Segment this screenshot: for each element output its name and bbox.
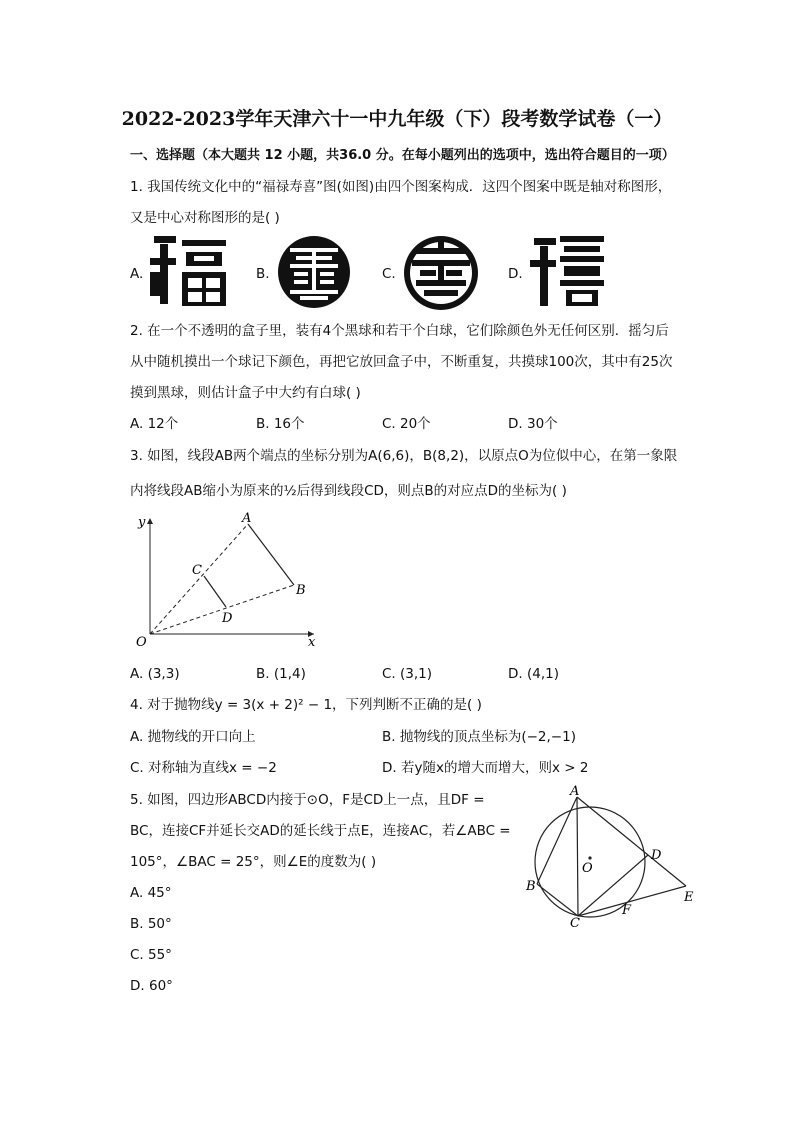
q5-option-a: A. 45° xyxy=(130,885,172,901)
center-point xyxy=(588,856,591,859)
q3-option-d: D. (4,1) xyxy=(508,666,559,682)
q1-option-b-label: B. xyxy=(256,266,270,282)
q2-text-line3: 摸到黑球，则估计盒子中大约有白球( ) xyxy=(130,385,361,401)
q1-text-line1: 1. 我国传统文化中的“福禄寿喜”图(如图)由四个图案构成．这四个图案中既是轴对称图形， xyxy=(130,179,672,195)
x-axis-label: x xyxy=(308,635,316,650)
q5-text-line1: 5. 如图，四边形ABCD内接于⊙O，F是CD上一点，且DF = xyxy=(130,792,485,808)
q2-option-c: C. 20个 xyxy=(382,416,431,432)
exam-title: 2022-2023学年天津六十一中九年级（下）段考数学试卷（一） xyxy=(121,108,673,130)
q5-text-line2: BC，连接CF并延长交AD的延长线于点E，连接AC，若∠ABC = xyxy=(130,823,511,839)
q5-circle-figure xyxy=(520,782,700,928)
segment-ac xyxy=(577,797,578,916)
q2-option-b: B. 16个 xyxy=(256,416,305,432)
q5-point-b-label: B xyxy=(526,879,536,894)
segment-ab xyxy=(537,797,577,884)
q2-option-a: A. 12个 xyxy=(130,416,179,432)
q5-option-c: C. 55° xyxy=(130,947,172,963)
q4-option-a: A. 抛物线的开口向上 xyxy=(130,729,256,745)
q5-center-label: O xyxy=(582,861,593,876)
q1-option-a-label: A. xyxy=(130,266,144,282)
xi-pattern-icon xyxy=(530,234,606,310)
y-axis-arrow-icon xyxy=(147,518,153,524)
segment-ce xyxy=(578,886,686,916)
segment-ab xyxy=(248,524,294,585)
point-d-label: D xyxy=(222,611,233,626)
q1-option-c-label: C. xyxy=(382,266,396,282)
q5-point-a-label: A xyxy=(570,784,580,799)
q2-text-line2: 从中随机摸出一个球记下颜色，再把它放回盒子中，不断重复，共摸球100次，其中有25次 xyxy=(130,354,673,370)
ray-ob xyxy=(150,585,294,634)
q4-option-b: B. 抛物线的顶点坐标为(−2,−1) xyxy=(382,729,576,745)
q4-option-d: D. 若y随x的增大而增大，则x > 2 xyxy=(382,760,589,776)
q3-option-b: B. (1,4) xyxy=(256,666,306,682)
point-b-label: B xyxy=(296,583,306,598)
point-c-label: C xyxy=(192,563,202,578)
q3-text-line2: 内将线段AB缩小为原来的½后得到线段CD，则点B的对应点D的坐标为( ) xyxy=(130,483,567,499)
q1-option-d-label: D. xyxy=(508,266,523,282)
lu-pattern-icon xyxy=(276,234,352,310)
segment-cd xyxy=(204,576,226,607)
origin-label: O xyxy=(136,635,147,650)
q4-text-line1: 4. 对于抛物线y = 3(x + 2)² − 1，下列判断不正确的是( ) xyxy=(130,697,482,713)
q3-coordinate-figure xyxy=(128,512,328,652)
section-heading: 一、选择题（本大题共 12 小题，共36.0 分。在每小题列出的选项中，选出符合题目的一项） xyxy=(130,148,675,163)
q3-option-a: A. (3,3) xyxy=(130,666,180,682)
segment-ad xyxy=(577,797,648,855)
fu-pattern-icon xyxy=(150,234,230,308)
q5-text-line3: 105°，∠BAC = 25°，则∠E的度数为( ) xyxy=(130,854,377,870)
q3-text-line1: 3. 如图，线段AB两个端点的坐标分别为A(6,6)，B(8,2)，以原点O为位似中心，在第一象限 xyxy=(130,448,678,464)
q5-option-b: B. 50° xyxy=(130,916,172,932)
q4-option-c: C. 对称轴为直线x = −2 xyxy=(130,760,277,776)
q3-option-c: C. (3,1) xyxy=(382,666,433,682)
q5-point-f-label: F xyxy=(622,903,632,918)
shou-pattern-icon xyxy=(402,234,480,312)
q1-text-line2: 又是中心对称图形的是( ) xyxy=(130,210,280,226)
q2-option-d: D. 30个 xyxy=(508,416,558,432)
q5-point-e-label: E xyxy=(684,890,694,905)
q2-text-line1: 2. 在一个不透明的盒子里，装有4个黑球和若干个白球，它们除颜色外无任何区别．摇匀后 xyxy=(130,323,669,339)
q5-point-c-label: C xyxy=(570,916,580,928)
q5-option-d: D. 60° xyxy=(130,978,173,994)
q5-point-d-label: D xyxy=(651,848,662,863)
y-axis-label: y xyxy=(138,515,146,530)
segment-bc xyxy=(537,884,578,916)
point-a-label: A xyxy=(242,512,252,526)
